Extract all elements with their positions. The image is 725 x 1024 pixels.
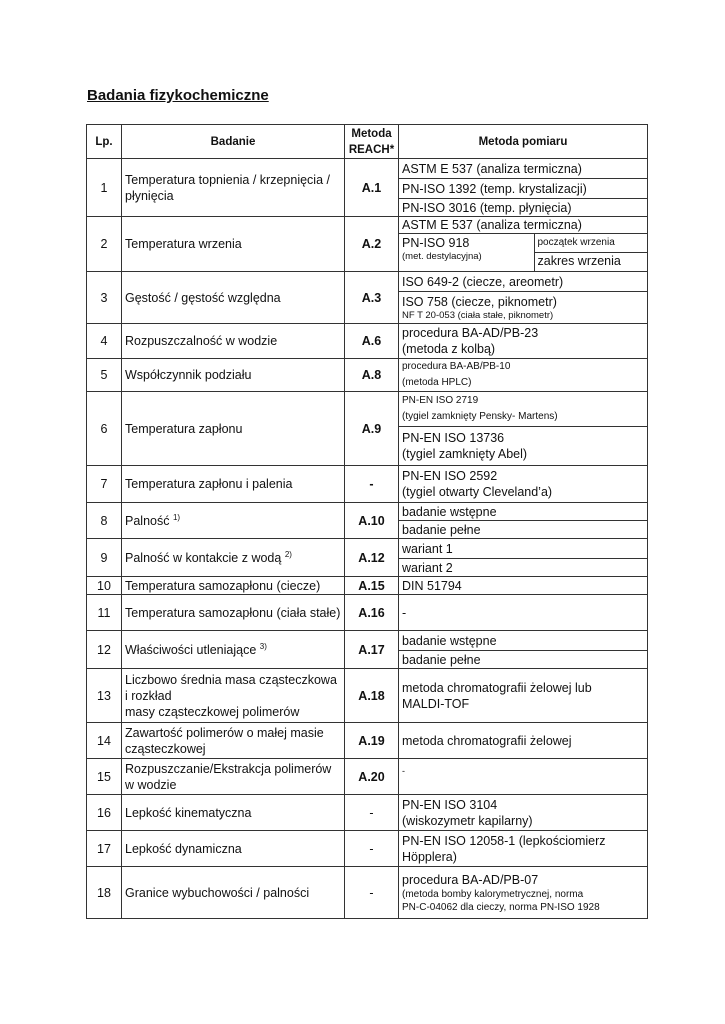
row-number: 14 [87, 723, 122, 759]
measurement-method: (wiskozymetr kapilarny) [402, 813, 533, 828]
row-number: 2 [87, 217, 122, 272]
boiling-method-cell [399, 234, 648, 272]
measurement-method: wariant 2 [399, 559, 648, 577]
measurement-method: (tygiel otwarty Cleveland’a) [402, 485, 553, 499]
reach-method: A.1 [345, 159, 399, 217]
reach-method: A.12 [345, 539, 399, 577]
row-number: 17 [87, 831, 122, 867]
test-name: Liczbowo średnia masa cząsteczkowa [125, 672, 337, 687]
measurement-method: (metoda z kolbą) [402, 342, 496, 356]
test-name: Temperatura wrzenia [122, 217, 345, 272]
test-name: Lepkość kinematyczna [122, 795, 345, 831]
page-title: Badania fizykochemiczne [87, 87, 269, 104]
boiling-start: początek wrzenia [534, 234, 647, 252]
reach-method: A.16 [345, 595, 399, 631]
table-row [87, 669, 648, 723]
measurement-method: ASTM E 537 (analiza termiczna) [399, 217, 648, 234]
reach-method: - [345, 795, 399, 831]
row-number: 5 [87, 359, 122, 392]
row-number: 1 [87, 159, 122, 217]
row-number: 11 [87, 595, 122, 631]
measurement-method: badanie pełne [399, 521, 648, 539]
row-number: 3 [87, 272, 122, 324]
measurement-method: - [399, 759, 648, 795]
test-name: Temperatura topnienia / krzepnięcia / płynięcia [122, 159, 345, 217]
row-number: 8 [87, 503, 122, 539]
test-name: Temperatura samozapłonu (ciała stałe) [122, 595, 345, 631]
measurement-method: PN-ISO 918 [402, 236, 470, 250]
test-name: masy cząsteczkowej polimerów [125, 704, 300, 719]
row-number: 12 [87, 631, 122, 669]
measurement-method: (tygiel zamknięty Abel) [402, 447, 528, 461]
tests-table [86, 124, 648, 919]
measurement-method: PN-ISO 3016 (temp. płynięcia) [399, 199, 648, 217]
table-row [87, 759, 648, 795]
test-name: i rozkład [125, 688, 172, 703]
measurement-method: PN-EN ISO 12058-1 (lepkościomierz [402, 833, 606, 848]
test-name: Temperatura zapłonu i palenia [122, 466, 345, 503]
table-row [87, 466, 648, 503]
table-row [87, 723, 648, 759]
measurement-method: - [399, 595, 648, 631]
measurement-method: badanie wstępne [399, 503, 648, 521]
measurement-method: procedura BA-AD/PB-07 [402, 872, 539, 887]
reach-method: - [345, 466, 399, 503]
row-number: 10 [87, 577, 122, 595]
measurement-method-note: (met. destylacyjna) [402, 251, 482, 262]
test-name: Lepkość dynamiczna [122, 831, 345, 867]
reach-method: A.9 [345, 392, 399, 466]
header-metoda-reach: Metoda REACH* [345, 125, 399, 159]
test-name: Właściwości utleniające $^{3)}$ [122, 631, 345, 669]
header-metoda-pomiaru: Metoda pomiaru [399, 125, 648, 159]
footnote-ref: 3) [259, 641, 267, 651]
measurement-method: badanie wstępne [399, 631, 648, 651]
reach-method: - [345, 867, 399, 919]
reach-method: A.8 [345, 359, 399, 392]
reach-method: A.20 [345, 759, 399, 795]
row-number: 18 [87, 867, 122, 919]
measurement-method: procedura BA-AB/PB-10 [402, 361, 511, 372]
boiling-range: zakres wrzenia [534, 252, 647, 271]
table-row [87, 503, 648, 521]
measurement-method: metoda chromatografii żelowej [399, 723, 648, 759]
row-number: 4 [87, 324, 122, 359]
reach-method: A.2 [345, 217, 399, 272]
test-name: Granice wybuchowości / palności [122, 867, 345, 919]
test-name: Rozpuszczalność w wodzie [122, 324, 345, 359]
footnote-ref: 1) [172, 512, 181, 522]
table-row [87, 539, 648, 559]
reach-method: A.19 [345, 723, 399, 759]
row-number: 6 [87, 392, 122, 466]
test-name: Palność w kontakcie z wodą $^{2)}$ [122, 539, 345, 577]
measurement-method: ISO 758 (ciecze, piknometr) [402, 294, 557, 309]
table-row [87, 217, 648, 234]
row-number: 15 [87, 759, 122, 795]
test-name: Palność $^{1)}$ [122, 503, 345, 539]
row-number: 7 [87, 466, 122, 503]
table-row [87, 159, 648, 179]
table-row [87, 867, 648, 919]
measurement-method: MALDI-TOF [402, 696, 470, 711]
measurement-method-note: PN-C-04062 dla cieczy, norma PN-ISO 1928 [402, 901, 600, 913]
test-name: Rozpuszczanie/Ekstrakcja polimerów w wodzie [122, 759, 345, 795]
table-row [87, 392, 648, 427]
test-name: Temperatura samozapłonu (ciecze) [122, 577, 345, 595]
measurement-method: (tygiel zamknięty Pensky- Martens) [402, 411, 558, 422]
measurement-method-note: (metoda bomby kalorymetrycznej, norma [402, 888, 584, 900]
header-badanie: Badanie [122, 125, 345, 159]
reach-method: A.10 [345, 503, 399, 539]
reach-method: A.15 [345, 577, 399, 595]
reach-method: A.6 [345, 324, 399, 359]
row-number: 13 [87, 669, 122, 723]
reach-method: A.18 [345, 669, 399, 723]
measurement-method: ASTM E 537 (analiza termiczna) [399, 159, 648, 179]
table-row [87, 359, 648, 392]
table-row [87, 324, 648, 359]
row-number: 9 [87, 539, 122, 577]
measurement-method: PN-EN ISO 13736 [402, 431, 505, 445]
measurement-method: PN-ISO 1392 (temp. krystalizacji) [399, 179, 648, 199]
table-header-row [87, 125, 648, 159]
measurement-method: badanie pełne [399, 651, 648, 669]
reach-method: A.17 [345, 631, 399, 669]
measurement-method: PN-EN ISO 3104 [402, 797, 498, 812]
test-name: Temperatura zapłonu [122, 392, 345, 466]
measurement-method: PN-EN ISO 2719 [402, 395, 479, 406]
measurement-method: ISO 649-2 (ciecze, areometr) [399, 272, 648, 292]
measurement-method: PN-EN ISO 2592 [402, 469, 498, 483]
table-row [87, 831, 648, 867]
reach-method: A.3 [345, 272, 399, 324]
test-name: Zawartość polimerów o małej masie cząsteczkowej [122, 723, 345, 759]
table-row [87, 595, 648, 631]
measurement-method: Höpplera) [402, 849, 457, 864]
row-number: 16 [87, 795, 122, 831]
test-name: Gęstość / gęstość względna [122, 272, 345, 324]
footnote-ref: 2) [284, 549, 292, 559]
table-row [87, 577, 648, 595]
reach-method: - [345, 831, 399, 867]
table-row [87, 631, 648, 651]
measurement-method: wariant 1 [399, 539, 648, 559]
measurement-method-note: NF T 20-053 (ciała stałe, piknometr) [402, 309, 554, 321]
header-lp: Lp. [87, 125, 122, 159]
measurement-method: procedura BA-AD/PB-23 [402, 326, 539, 340]
measurement-method: DIN 51794 [399, 577, 648, 595]
measurement-method: (metoda HPLC) [402, 377, 472, 388]
table-row [87, 272, 648, 292]
table-row [87, 795, 648, 831]
test-name: Współczynnik podziału [122, 359, 345, 392]
measurement-method: metoda chromatografii żelowej lub [402, 680, 592, 695]
